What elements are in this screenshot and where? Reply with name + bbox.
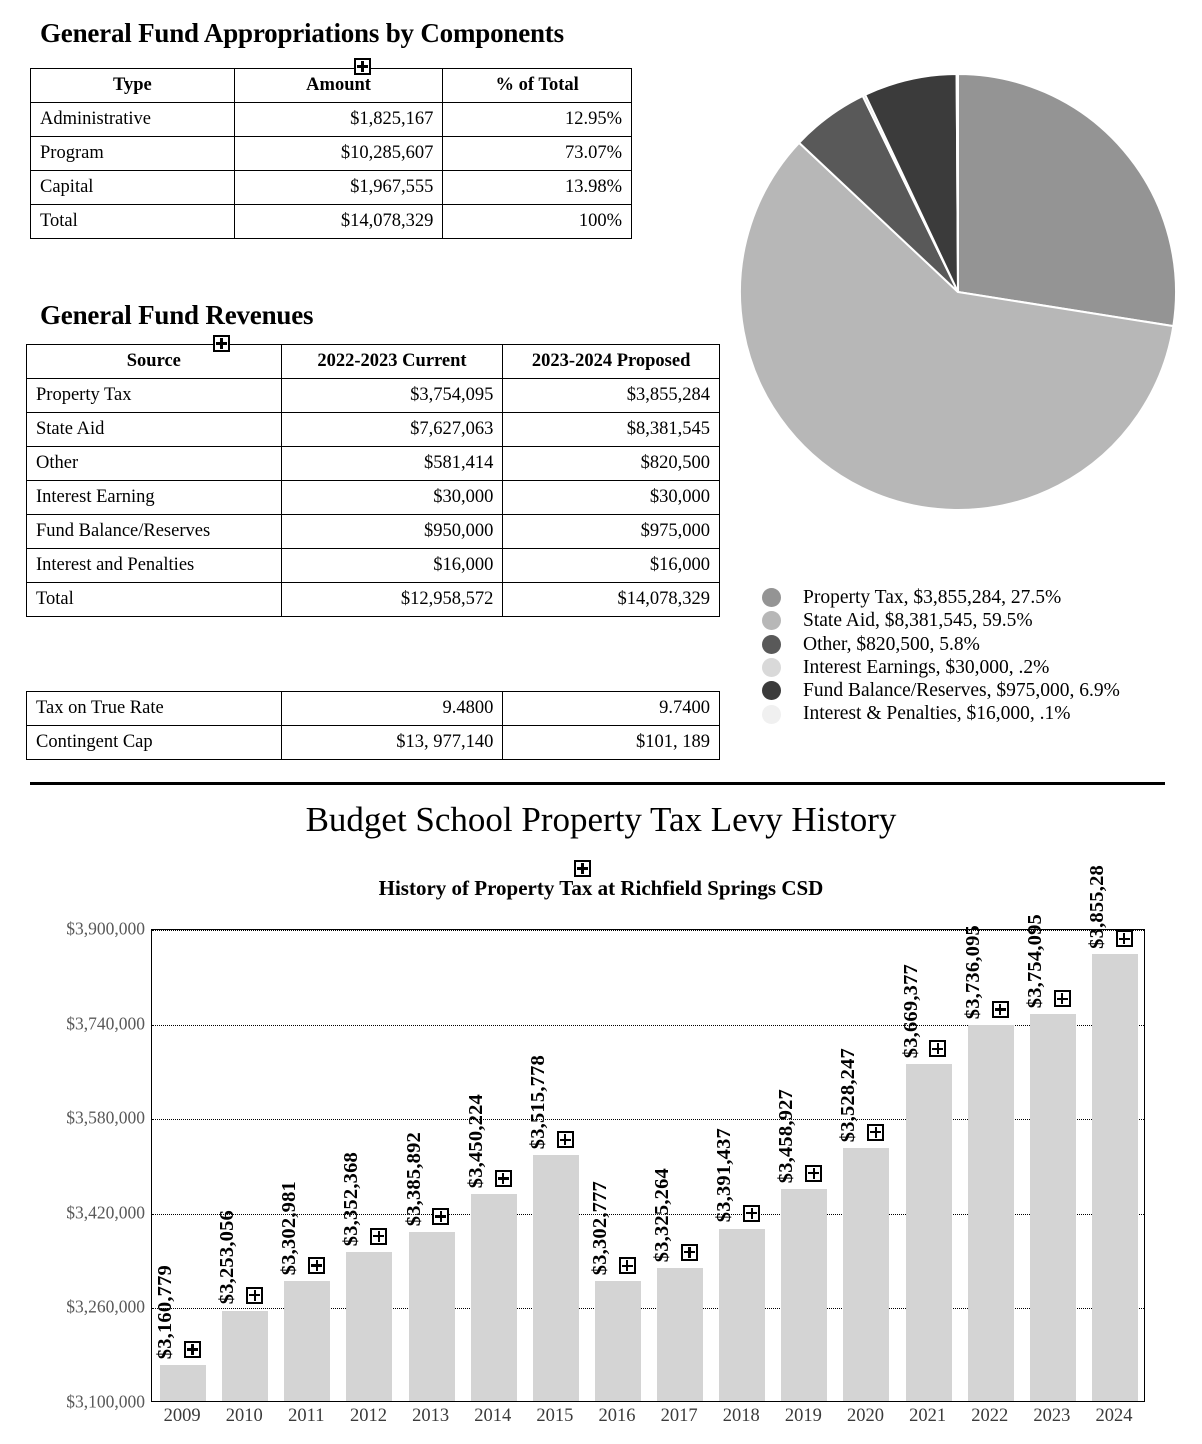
- x-axis-tick-label: 2024: [1095, 1406, 1133, 1426]
- cell-source: Interest Earning: [27, 481, 282, 515]
- legend-item: [762, 609, 1182, 632]
- bar: [471, 1194, 517, 1401]
- plus-box-icon: [681, 1244, 698, 1261]
- legend-label: Property Tax, $3,855,284, 27.5%: [803, 587, 1062, 608]
- y-axis-tick-label: $3,100,000: [66, 1391, 145, 1412]
- bar-data-label: $3,302,981: [278, 1180, 301, 1275]
- table-header-row: [31, 69, 632, 103]
- cell-type: Administrative: [31, 103, 235, 137]
- cell-proposed: $16,000: [503, 549, 720, 583]
- cell-current: $7,627,063: [281, 413, 503, 447]
- cell-type: Capital: [31, 171, 235, 205]
- legend-item: [762, 656, 1182, 679]
- bar-data-label: $3,736,095: [961, 924, 984, 1019]
- cell-pct: 73.07%: [443, 137, 632, 171]
- bar: [843, 1148, 889, 1401]
- plus-box-icon: [354, 58, 371, 75]
- table-row: [27, 515, 720, 549]
- bar-data-label: $3,253,056: [216, 1210, 239, 1305]
- bar: [781, 1189, 827, 1401]
- col-amount: Amount: [234, 69, 443, 103]
- plus-box-icon: [574, 860, 591, 877]
- table-row: [27, 379, 720, 413]
- plus-box-icon: [1116, 930, 1133, 947]
- bar-data-label: $3,669,377: [899, 964, 922, 1059]
- x-axis-tick-label: 2022: [971, 1406, 1009, 1426]
- cell-source: Fund Balance/Reserves: [27, 515, 282, 549]
- bar: [906, 1064, 952, 1401]
- bar: [222, 1311, 268, 1401]
- cell-current: $30,000: [281, 481, 503, 515]
- bar: [409, 1232, 455, 1401]
- bar-data-label: $3,385,892: [402, 1131, 425, 1226]
- bar-data-label: $3,352,368: [340, 1151, 363, 1246]
- cell-rate-current: 9.4800: [281, 692, 503, 726]
- cell-current: $950,000: [281, 515, 503, 549]
- plus-box-icon: [495, 1170, 512, 1187]
- legend-swatch-icon: [762, 681, 781, 700]
- cell-proposed: $975,000: [503, 515, 720, 549]
- table-row: [27, 549, 720, 583]
- x-axis-tick-label: 2012: [349, 1406, 387, 1426]
- bar-data-label: $3,391,437: [713, 1128, 736, 1223]
- legend-label: Fund Balance/Reserves, $975,000, 6.9%: [803, 680, 1120, 702]
- table-row: [27, 481, 720, 515]
- cell-amount: $14,078,329: [234, 205, 443, 239]
- x-axis-tick-label: 2011: [288, 1406, 325, 1426]
- y-axis-tick-label: $3,580,000: [66, 1107, 145, 1128]
- pie-chart-legend: [762, 586, 1182, 726]
- pie-slice: [958, 74, 1176, 326]
- legend-label: Other, $820,500, 5.8%: [803, 633, 980, 655]
- col-proposed: 2023-2024 Proposed: [503, 345, 720, 379]
- legend-swatch-icon: [762, 658, 781, 677]
- bar: [160, 1365, 206, 1401]
- cell-source: State Aid: [27, 413, 282, 447]
- x-axis-tick-label: 2017: [660, 1406, 698, 1426]
- bar-data-label: $3,325,264: [651, 1167, 674, 1262]
- cell-rate-label: Contingent Cap: [27, 726, 282, 760]
- table-row: [27, 413, 720, 447]
- col-pct-total: % of Total: [443, 69, 632, 103]
- bar: [1030, 1014, 1076, 1401]
- revenues-title: General Fund Revenues: [40, 300, 314, 330]
- x-axis-tick-label: 2018: [722, 1406, 760, 1426]
- bar-data-label: $3,302,777: [588, 1180, 611, 1276]
- bar: [719, 1229, 765, 1401]
- revenues-table: [26, 344, 720, 617]
- col-type: Type: [31, 69, 235, 103]
- cell-current: $581,414: [281, 447, 503, 481]
- legend-label: Interest Earnings, $30,000, .2%: [803, 656, 1050, 678]
- plus-box-icon: [184, 1341, 201, 1358]
- cell-rate-current: $13, 977,140: [281, 726, 503, 760]
- bar: [657, 1268, 703, 1401]
- y-axis-tick-label: $3,420,000: [66, 1202, 145, 1223]
- bar: [533, 1155, 579, 1401]
- appropriations-title: General Fund Appropriations by Components: [40, 18, 564, 48]
- bar-data-label: $3,458,927: [775, 1088, 798, 1183]
- cell-source: Property Tax: [27, 379, 282, 413]
- cell-proposed: $820,500: [503, 447, 720, 481]
- legend-label: State Aid, $8,381,545, 59.5%: [803, 610, 1033, 632]
- cell-proposed: $14,078,329: [503, 583, 720, 617]
- table-row-total: [31, 205, 632, 239]
- y-axis-tick-label: $3,260,000: [66, 1296, 145, 1317]
- legend-item: [762, 679, 1182, 702]
- col-current: 2022-2023 Current: [281, 345, 503, 379]
- x-axis-tick-label: 2016: [598, 1406, 636, 1426]
- plus-box-icon: [213, 335, 230, 352]
- cell-current: $12,958,572: [281, 583, 503, 617]
- cell-type: Total: [31, 205, 235, 239]
- table-row-total: [27, 583, 720, 617]
- legend-label: Interest & Penalties, $16,000, .1%: [803, 703, 1071, 725]
- cell-amount: $1,967,555: [234, 171, 443, 205]
- cell-pct: 12.95%: [443, 103, 632, 137]
- plus-box-icon: [1054, 990, 1071, 1007]
- cell-amount: $10,285,607: [234, 137, 443, 171]
- cell-source: Total: [27, 583, 282, 617]
- table-row: [27, 447, 720, 481]
- bar-data-label: $3,528,247: [837, 1047, 860, 1142]
- cell-current: $16,000: [281, 549, 503, 583]
- bar: [284, 1281, 330, 1401]
- legend-item: [762, 702, 1182, 725]
- bar-data-label: $3,450,224: [464, 1093, 487, 1188]
- cell-current: $3,754,095: [281, 379, 503, 413]
- col-source: Source: [27, 345, 282, 379]
- x-axis-tick-label: 2013: [412, 1406, 450, 1426]
- table-row: [31, 103, 632, 137]
- cell-source: Other: [27, 447, 282, 481]
- plus-box-icon: [308, 1257, 325, 1274]
- plus-box-icon: [992, 1001, 1009, 1018]
- x-axis-tick-label: 2023: [1033, 1406, 1071, 1426]
- bar-data-label: $3,160,779: [154, 1264, 177, 1360]
- cell-pct: 100%: [443, 205, 632, 239]
- table-row: [31, 137, 632, 171]
- plus-box-icon: [246, 1287, 263, 1304]
- levy-chart-subtitle: History of Property Tax at Richfield Springs CSD: [378, 876, 824, 900]
- plus-box-icon: [370, 1228, 387, 1245]
- bar-data-label: $3,855,28: [1085, 864, 1108, 949]
- x-axis-tick-label: 2021: [909, 1406, 947, 1426]
- y-axis-labels: [30, 918, 145, 1412]
- plus-box-icon: [432, 1208, 449, 1225]
- bar: [595, 1281, 641, 1401]
- table-row: [27, 692, 720, 726]
- section-divider: [30, 782, 1165, 785]
- y-axis-tick-label: $3,740,000: [66, 1013, 145, 1034]
- plus-box-icon: [743, 1205, 760, 1222]
- cell-proposed: $3,855,284: [503, 379, 720, 413]
- rates-table: [26, 691, 720, 760]
- cell-proposed: $30,000: [503, 481, 720, 515]
- legend-swatch-icon: [762, 635, 781, 654]
- cell-proposed: $8,381,545: [503, 413, 720, 447]
- revenue-pie-chart: [738, 62, 1178, 522]
- x-axis-tick-label: 2009: [163, 1406, 201, 1426]
- legend-swatch-icon: [762, 705, 781, 724]
- cell-source: Interest and Penalties: [27, 549, 282, 583]
- legend-swatch-icon: [762, 611, 781, 630]
- cell-rate-label: Tax on True Rate: [27, 692, 282, 726]
- y-axis-tick-label: $3,900,000: [66, 918, 145, 939]
- x-axis-tick-label: 2014: [474, 1406, 512, 1426]
- table-header-row: [27, 345, 720, 379]
- bar-data-label: $3,515,778: [526, 1054, 549, 1150]
- x-axis-tick-label: 2020: [846, 1406, 884, 1426]
- plus-box-icon: [867, 1124, 884, 1141]
- cell-rate-proposed: 9.7400: [503, 692, 720, 726]
- pie-chart-svg: [738, 62, 1178, 522]
- x-axis-tick-label: 2015: [536, 1406, 574, 1426]
- cell-amount: $1,825,167: [234, 103, 443, 137]
- plus-box-icon: [929, 1040, 946, 1057]
- cell-rate-proposed: $101, 189: [503, 726, 720, 760]
- cell-type: Program: [31, 137, 235, 171]
- bar: [346, 1252, 392, 1401]
- legend-item: [762, 586, 1182, 609]
- plus-box-icon: [805, 1165, 822, 1182]
- levy-chart-title: Budget School Property Tax Levy History: [305, 800, 897, 839]
- plus-box-icon: [557, 1131, 574, 1148]
- legend-item: [762, 633, 1182, 656]
- x-axis-labels: [151, 1406, 1145, 1440]
- table-row: [27, 726, 720, 760]
- cell-pct: 13.98%: [443, 171, 632, 205]
- legend-swatch-icon: [762, 588, 781, 607]
- appropriations-table: [30, 68, 632, 239]
- bar-data-label: $3,754,095: [1023, 914, 1046, 1009]
- pie-slice: [957, 74, 958, 292]
- x-axis-tick-label: 2010: [225, 1406, 263, 1426]
- plus-box-icon: [619, 1257, 636, 1274]
- table-row: [31, 171, 632, 205]
- x-axis-tick-label: 2019: [784, 1406, 822, 1426]
- bar: [968, 1025, 1014, 1401]
- bar: [1092, 954, 1138, 1401]
